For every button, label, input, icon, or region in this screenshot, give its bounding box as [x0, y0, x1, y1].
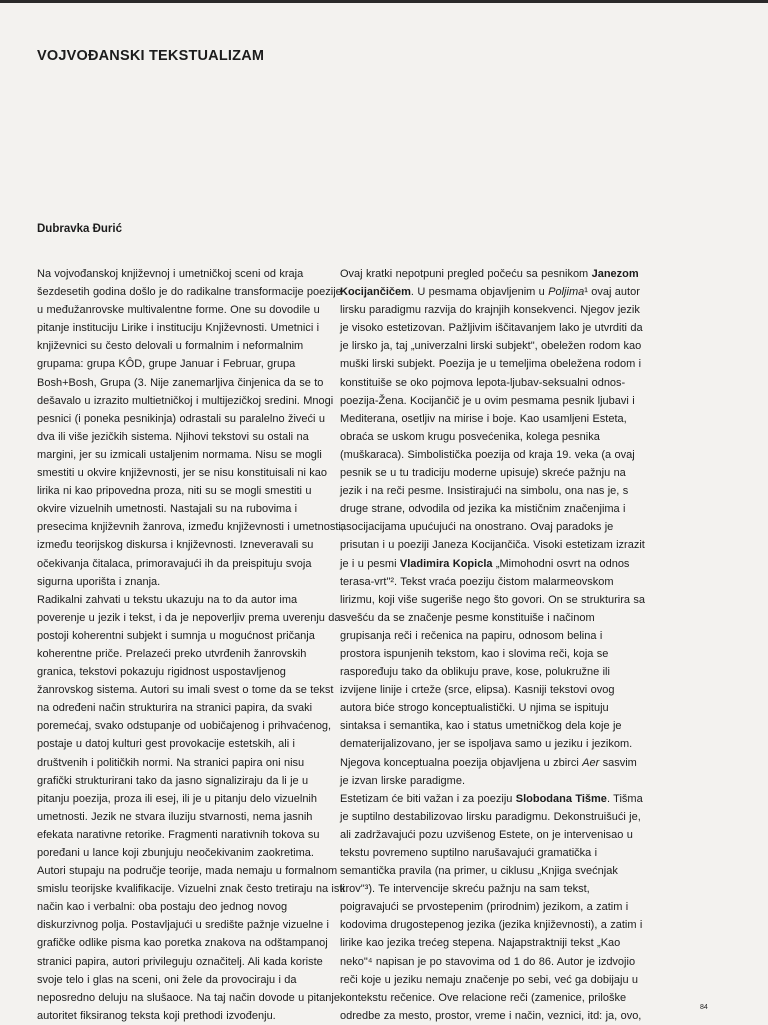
text-line: lirike kao jezika trećeg stepena. Najapstraktniji tekst „Kao — [340, 937, 621, 950]
text-line — [340, 283, 670, 301]
text-line: asocijacijama upućujući na onostrano. Ovaj paradoks je — [340, 521, 614, 534]
text-line: kontekstu rečenice. Ove relacione reči (zamenice, priloške — [340, 991, 627, 1004]
text-line: krov"³). Te intervencije skreću pažnju na sam tekst, — [340, 883, 590, 896]
text-line: pesnik se u tu tradiciju moderne upisuje) skreće pažnju na — [340, 467, 626, 480]
text-line: žanrovskog sistema. Autori su imali svest o tome da se tekst — [37, 684, 334, 697]
text-line: društvenih i političkih normi. Na stranici papira oni nisu — [37, 756, 305, 769]
text-line: semantička pravila (na primer, u ciklusu „Knjiga svećnjak — [340, 865, 618, 878]
text-span: „Mimohodni osvrt na odnos — [492, 557, 630, 570]
right-column — [340, 265, 670, 1025]
poet-name: Slobodana Tišme — [515, 792, 607, 805]
text-line: poigravajući se prvostepenim (prirodnim) jezikom, a zatim i — [340, 901, 629, 914]
text-line: pitanje instituciju Lirike i instituciju Književnosti. Umetnici i — [37, 322, 320, 335]
text-line: sigurna uporišta i znanja. — [37, 575, 161, 588]
text-line: je izvan lirske paradigme. — [340, 774, 466, 787]
text-line: raspoređuju tako da oblikuju prave, kose, polukružne ili — [340, 666, 610, 679]
text-line: lirika ni kao pripovedna proza, niti su se mogli smestiti u — [37, 485, 312, 498]
text-span: sasvim — [599, 756, 637, 769]
text-line: grupama: grupa KÔD, grupe Januar i Februar, grupa — [37, 358, 296, 371]
text-line: u međužanrovske multivalentne forme. One su dovodile u — [37, 304, 320, 317]
text-line: granica, tekstovi pokazuju rigidnost uspostavljenog — [37, 666, 286, 679]
text-line: prisutan i u poeziji Janeza Kocijančiča. Visoki estetizam izrazit — [340, 539, 645, 552]
text-line — [340, 265, 670, 283]
text-line: neposredno deluju na slušaoce. Na taj način dovode u pitanje — [37, 991, 340, 1004]
text-line: koherentne priče. Prelazeći preko utvrđenih žanrovskih — [37, 647, 307, 660]
text-line: (muškaraca). Simbolistička poezija od kraja 19. veka (a ovaj — [340, 448, 635, 461]
text-line: postaje u datoj kulturi gest provokacije estetskih, ali i — [37, 738, 295, 751]
text-line: umetnosti. Jezik ne stvara iluziju stvarnosti, nema jasnih — [37, 810, 313, 823]
text-line: poremećaj, svako odstupanje od uobičajenog i prihvaćenog, — [37, 720, 332, 733]
text-line: Mediterana, osetljiv na mirise i boje. Kao usamljeni Esteta, — [340, 412, 627, 425]
text-line: šezdesetih godina došlo je do radikalne transformacije poezije — [37, 286, 342, 299]
text-span: . U pesmama objavljenim u — [410, 286, 549, 299]
text-line: odredbe za mesto, prostor, vreme i način, veznici, itd: ja, ovo, — [340, 1009, 642, 1022]
text-line: između teorijskog diskursa i književnosti. Izneveravali su — [37, 539, 314, 552]
text-line: sintaksa i semantika, kao i status umetničkog dela koje je — [340, 720, 622, 733]
text-line: autora biće strogo konceptualistički. U njima se ispituju — [340, 702, 609, 715]
text-line: Radikalni zahvati u tekstu ukazuju na to da autor ima — [37, 593, 298, 606]
text-line: književnici su često delovali u formalnim i neformalnim — [37, 340, 304, 353]
text-line: grupisanja reči i rečenica na papiru, odnosom belina i — [340, 629, 603, 642]
text-line: reči koje u jeziku nemaju značenje po sebi, već ga dobijaju u — [340, 973, 639, 986]
text-line: muški lirski subjekt. Poezija je u temeljima obeležena rodom i — [340, 358, 642, 371]
text-line: neko"⁴ napisan je po stavovima od 1 do 86. Autor je izdvojio — [340, 955, 636, 968]
text-line: okvire vizuelnih umetnosti. Nastajali su na rubovima i — [37, 503, 298, 516]
text-span: ¹ ovaj autor — [584, 286, 640, 299]
poet-name: Janezom — [591, 268, 639, 280]
text-line: očekivanja čitalaca, primoravajući ih da preispituju svoja — [37, 557, 312, 570]
text-line — [340, 754, 670, 772]
text-span: . Tišma — [606, 792, 643, 805]
text-line: grafičke odlike pisma kao poretka znakova na odštampanoj — [37, 937, 328, 950]
article-title: VOJVOĐANSKI TEKSTUALIZAM — [37, 48, 265, 64]
text-line: grafički strukturirani tako da jasno signaliziraju da li je u — [37, 774, 309, 787]
text-line: autoritet fiksiranog teksta koji prethodi izvođenju. — [37, 1009, 276, 1022]
text-line: svešću da se značenje pesme konstituiše i načinom — [340, 611, 595, 624]
text-line: presecima književnih žanrova, između književnosti i umetnosti, — [37, 521, 344, 534]
book-title: Aer — [582, 756, 600, 769]
text-line: lirizmu, koji više sugeriše nego što govori. On se strukturira sa — [340, 593, 646, 606]
text-line: obraća se uskom krugu posvećenika, kolega pesnika — [340, 430, 600, 443]
top-rule — [0, 0, 768, 3]
text-line: terasa-vrt"². Tekst vraća poeziju čistom malarmeovskom — [340, 575, 614, 588]
text-line: konstituiše se oko pojmova lepota-ljubav-seksualni odnos- — [340, 376, 626, 389]
text-line: pitanju poezija, proza ili esej, ili je u pitanju delo vizuelnih — [37, 792, 317, 805]
text-line: pesnici (i poneka pesnikinja) odrastali su paralelno živeći u — [37, 412, 325, 425]
text-line: dematerijalizovano, jer se ispoljava samo u jeziku i jezikom. — [340, 738, 633, 751]
text-line: lirsku paradigmu razvija do krajnjih konsekvenci. Njegov jezik — [340, 304, 640, 317]
text-line: Bosh+Bosh, Grupa (3. Nije zanemarljiva činjenica da se to — [37, 376, 324, 389]
text-line: smislu teorijske kvalifikacije. Vizuelni znak često tretiraju na isti — [37, 883, 345, 896]
text-line — [340, 790, 670, 808]
text-line: diskurzivnog polja. Postavljajući u središte pažnje vizuelne i — [37, 919, 329, 932]
text-line: način kao i verbalni: oba postaju deo jednog novog — [37, 901, 288, 914]
text-line: je visoko estetizovan. Pažljivim iščitavanjem lako je utvrditi da — [340, 322, 643, 335]
text-line: poređani u lance koji zbunjuju neočekivanim zaokretima. — [37, 847, 314, 859]
text-line: efekata narativne retorike. Fragmenti narativnih tokova su — [37, 828, 320, 841]
text-line: druge strane, odvodila od jezika ka mističnim značenjima i — [340, 503, 626, 516]
text-line: postoji koherentni subjekt i sumnja u mogućnost pričanja — [37, 629, 315, 642]
text-span: Njegova konceptualna poezija objavljena u zbirci — [340, 756, 583, 769]
text-line: izvijene linije i crteže (srce, elipsa). Kasniji tekstovi ovog — [340, 684, 615, 697]
text-line: je lirsko ja, taj „univerzalni lirski subjekt", obeležen rodom kao — [340, 340, 642, 353]
text-line: poverenje u jezik i tekst, i da je nepoverljiv prema uverenju da — [37, 611, 341, 624]
poet-name: Kocijančičem — [340, 286, 411, 299]
text-line: je suptilno destabilizovao lirsku paradigmu. Dekonstruišući je, — [340, 810, 641, 823]
article-author: Dubravka Đurić — [37, 223, 123, 235]
text-line: dva ili više jezičkih sistema. Njihovi tekstovi su ostali na — [37, 430, 309, 443]
journal-title: Poljima — [548, 286, 585, 299]
text-span: Estetizam će biti važan i za poeziju — [340, 792, 516, 805]
text-line: smestiti u okvire književnosti, jer se nisu konstituisali ni kao — [37, 467, 328, 480]
text-span: Ovaj kratki nepotpuni pregled počeću sa pesnikom — [340, 268, 592, 280]
left-column — [37, 265, 355, 1025]
text-line: stranici papira, autori privileguju označitelj. Ali kada koriste — [37, 955, 323, 968]
text-line: kodovima drugostepenog jezika (jezika književnosti), a zatim i — [340, 919, 643, 932]
text-line: jezik i na reči pesme. Insistirajući na simbolu, ona nas je, s — [340, 485, 629, 498]
text-line: dešavalo u izrazito multietničkoj i multijezičkoj sredini. Mnogi — [37, 394, 334, 407]
text-line: tekstu povremeno suptilno narušavajući gramatička i — [340, 847, 598, 859]
text-line: ali zadržavajući pozu uzvišenog Estete, on je intervenisao u — [340, 828, 633, 841]
text-line: prostora ispunjenih tekstom, kao i slovima reči, koja se — [340, 647, 609, 660]
text-line: Na vojvođanskoj književnoj i umetničkoj sceni od kraja — [37, 268, 304, 280]
text-line: Autori stupaju na područje teorije, mada nemaju u formalnom — [37, 865, 338, 878]
page-number: 84 — [700, 1004, 708, 1011]
poet-name: Vladimira Kopicla — [399, 557, 493, 570]
text-line: na određeni način strukturira na stranici papira, da svaki — [37, 702, 313, 715]
text-line — [340, 555, 670, 573]
text-line: poezija-Žena. Kocijančič je u ovim pesmama pesnik ljubavi i — [340, 394, 635, 407]
text-span: je i u pesmi — [340, 557, 400, 570]
text-line: svoje telo i glas na sceni, oni žele da provociraju i da — [37, 973, 297, 986]
text-line: margini, jer su izmicali ustaljenim normama. Nisu se mogli — [37, 448, 322, 461]
